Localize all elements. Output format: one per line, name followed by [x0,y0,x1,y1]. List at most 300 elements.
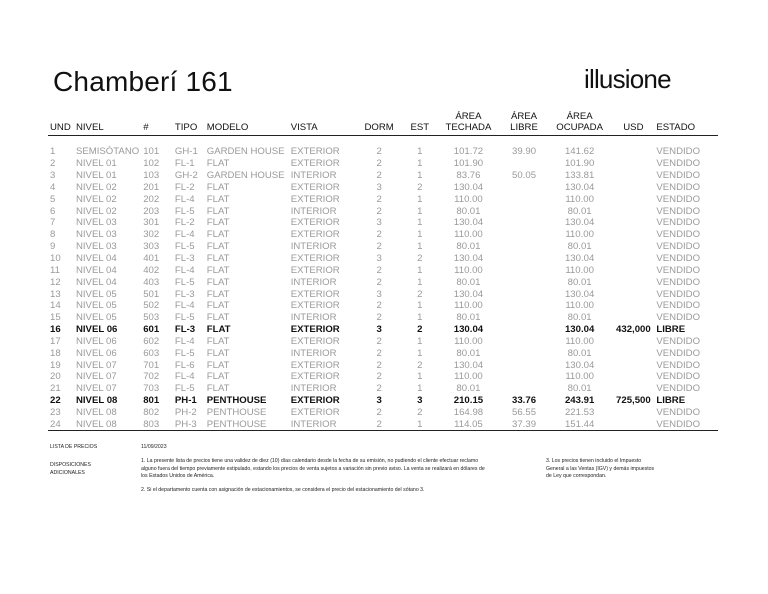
cell-dorm: 2 [376,193,382,205]
cell-nivel: NIVEL 05 [75,312,117,324]
col-header-estado: ESTADO [654,108,718,136]
cell-estado: VENDIDO [656,383,701,395]
footer-lista-label: LISTA DE PRECIOS [50,444,98,450]
cell-modelo: FLAT [206,347,230,359]
cell-num: 101 [143,146,160,158]
cell-usd [612,300,654,312]
table-row [48,229,718,241]
cell-dorm: 2 [376,371,382,383]
footer-date: 11/09/2023 [141,444,167,450]
cell-modelo: FLAT [206,300,230,312]
cell-num: 503 [143,312,160,324]
cell-num: 103 [143,170,160,182]
cell-area-ocupada: 151.44 [547,418,613,430]
col-header-tipo: TIPO [173,108,205,136]
cell-area-ocupada: 80.01 [567,312,592,324]
cell-est: 1 [417,312,423,324]
cell-usd [612,146,654,158]
cell-modelo: PENTHOUSE [205,418,289,430]
table-row [48,205,718,217]
cell-tipo: PH-2 [174,406,197,418]
spacer-cell [48,136,718,147]
cell-area-techada: 130.04 [453,253,484,265]
cell-dorm: 2 [376,347,382,359]
cell-estado: LIBRE [656,395,686,407]
cell-tipo: FL-3 [174,253,195,265]
cell-estado: VENDIDO [654,418,718,430]
cell-tipo: PH-3 [173,418,205,430]
cell-estado: VENDIDO [656,181,701,193]
cell-area-ocupada: 130.04 [564,324,595,336]
table-row [48,276,718,288]
cell-tipo: GH-1 [174,146,198,158]
cell-estado: VENDIDO [656,406,701,418]
cell-dorm: 2 [354,418,404,430]
cell-vista: INTERIOR [290,383,337,395]
table-row [48,383,718,395]
cell-estado: VENDIDO [656,217,701,229]
cell-estado: VENDIDO [656,335,701,347]
cell-modelo: GARDEN HOUSE [206,146,285,158]
cell-usd [612,205,654,217]
cell-estado: VENDIDO [656,312,701,324]
cell-tipo: FL-3 [174,324,196,336]
cell-tipo: FL-4 [174,300,195,312]
cell-usd [612,276,654,288]
cell-modelo: FLAT [206,288,230,300]
cell-usd [612,312,654,324]
page-title: Chamberí 161 [53,66,233,97]
cell-usd [612,347,654,359]
cell-num: 603 [143,347,160,359]
cell-vista: EXTERIOR [290,264,340,276]
cell-area-libre [501,371,547,383]
cell-area-ocupada: 110.00 [565,264,594,276]
cell-tipo: FL-5 [174,312,195,324]
cell-dorm: 2 [376,146,382,158]
cell-estado: VENDIDO [656,359,701,371]
col-header-area-ocupada [547,108,613,136]
cell-area-libre [501,253,547,265]
cell-est: 2 [417,324,423,336]
cell-dorm: 3 [376,253,382,265]
cell-area-libre: 37.39 [501,418,547,430]
cell-und: 23 [50,406,61,418]
cell-est: 1 [417,170,423,182]
cell-modelo: FLAT [206,312,230,324]
table-row [48,418,718,430]
cell-estado: VENDIDO [656,170,701,182]
table-row [48,312,718,324]
cell-tipo: FL-2 [174,217,195,229]
cell-nivel: NIVEL 07 [75,371,117,383]
footer-note-2: 2. Si el departamento cuenta con asignación de estacionamientos, se considera el precio del estacionamiento del sótano 3. [141,487,425,493]
cell-area-libre [501,205,547,217]
cell-tipo: FL-2 [174,181,195,193]
cell-und: 3 [50,170,56,182]
cell-area-libre [501,336,547,348]
cell-area-techada: 130.04 [453,288,484,300]
cell-usd: 432,000 [616,324,651,336]
cell-usd: 725,500 [616,395,651,407]
cell-area-ocupada: 110.00 [565,335,594,347]
cell-num: 203 [143,205,160,217]
table-row [48,253,718,265]
cell-vista: INTERIOR [290,170,337,182]
cell-und: 12 [50,276,61,288]
cell-und: 6 [50,205,56,217]
cell-est: 1 [417,193,423,205]
cell-area-libre: 33.76 [512,395,537,407]
cell-und: 7 [50,217,56,229]
cell-modelo: FLAT [206,276,230,288]
cell-und: 15 [50,312,61,324]
cell-area-libre [501,217,547,229]
cell-area-techada: 130.04 [453,217,484,229]
cell-dorm: 2 [376,158,382,170]
cell-estado: VENDIDO [656,253,701,265]
cell-area-ocupada: 80.01 [567,241,592,253]
cell-estado: VENDIDO [656,229,701,241]
cell-est: 1 [417,371,423,383]
cell-nivel: SEMISÓTANO [75,146,140,158]
cell-nivel: NIVEL 01 [75,170,117,182]
cell-tipo: FL-1 [174,158,195,170]
cell-area-techada: 164.98 [453,406,484,418]
cell-modelo: FLAT [206,217,230,229]
cell-nivel: NIVEL 05 [75,288,117,300]
cell-est: 1 [417,205,423,217]
cell-usd [612,170,654,182]
cell-est: 1 [417,276,423,288]
cell-estado: LIBRE [656,324,686,336]
footer-disposiciones-label [50,462,91,477]
cell-modelo: FLAT [206,253,230,265]
cell-vista: EXTERIOR [290,371,340,383]
cell-area-libre [501,158,547,170]
cell-modelo: PENTHOUSE [206,406,267,418]
cell-area-ocupada: 110.00 [565,229,594,241]
cell-num: 202 [143,193,160,205]
table-row [48,324,718,336]
cell-area-libre [501,324,547,336]
cell-area-techada: 110.00 [454,264,483,276]
cell-vista: EXTERIOR [290,288,340,300]
cell-vista: EXTERIOR [290,146,340,158]
cell-usd [612,418,654,430]
cell-area-libre [501,276,547,288]
cell-area-techada: 110.00 [454,300,483,312]
cell-nivel: NIVEL 03 [75,217,117,229]
cell-und: 11 [50,264,60,276]
cell-und: 20 [50,371,61,383]
cell-area-ocupada: 110.00 [565,300,594,312]
cell-est: 1 [417,229,423,241]
cell-und: 17 [50,335,61,347]
table-row [48,300,718,312]
cell-vista: EXTERIOR [290,158,340,170]
cell-est: 2 [417,253,423,265]
cell-vista: INTERIOR [290,241,337,253]
cell-dorm: 2 [376,312,382,324]
cell-vista: EXTERIOR [290,253,340,265]
cell-modelo: FLAT [206,371,230,383]
cell-num: 803 [141,418,173,430]
cell-nivel: NIVEL 03 [75,241,117,253]
col-header-area-techada-line2: TECHADA [445,122,492,133]
cell-dorm: 2 [376,335,382,347]
cell-und: 2 [50,158,56,170]
cell-und: 10 [50,253,61,265]
cell-est: 1 [417,146,423,158]
cell-tipo: FL-5 [174,383,195,395]
cell-tipo: FL-5 [174,241,195,253]
cell-nivel: NIVEL 04 [75,264,117,276]
cell-dorm: 3 [376,395,382,407]
col-header-nivel: NIVEL [74,108,141,136]
cell-area-libre [501,182,547,194]
cell-dorm: 3 [376,324,382,336]
col-header-usd: USD [612,108,654,136]
cell-area-techada: 101.90 [453,158,484,170]
cell-num: 302 [143,229,160,241]
col-header-est: EST [404,108,436,136]
cell-nivel: NIVEL 08 [75,406,117,418]
cell-usd [612,371,654,383]
cell-tipo: GH-2 [174,170,198,182]
cell-dorm: 3 [376,217,382,229]
cell-dorm: 2 [376,359,382,371]
cell-vista: INTERIOR [290,347,337,359]
cell-modelo: FLAT [206,383,230,395]
cell-vista: EXTERIOR [290,395,340,407]
cell-tipo: FL-4 [174,335,195,347]
table-row [48,407,718,419]
cell-usd [612,241,654,253]
cell-modelo: FLAT [206,158,230,170]
cell-num: 201 [143,181,160,193]
cell-area-ocupada: 221.53 [564,406,595,418]
cell-tipo: FL-5 [174,205,195,217]
cell-area-techada: 80.01 [456,383,481,395]
cell-area-ocupada: 130.04 [564,359,595,371]
cell-area-ocupada: 80.01 [567,205,592,217]
cell-usd [612,407,654,419]
cell-nivel: NIVEL 06 [75,324,118,336]
cell-num: 602 [143,335,160,347]
cell-est: 1 [417,335,423,347]
cell-area-techada: 110.00 [454,229,483,241]
cell-nivel: NIVEL 06 [75,335,117,347]
cell-vista: EXTERIOR [290,406,340,418]
cell-usd [612,217,654,229]
cell-und: 8 [50,229,56,241]
cell-area-libre [501,288,547,300]
cell-est: 1 [417,158,423,170]
cell-usd [612,383,654,395]
cell-area-libre: 39.90 [512,146,537,158]
cell-est: 3 [417,395,423,407]
cell-usd [612,158,654,170]
cell-area-libre: 56.55 [512,406,537,418]
cell-und: 24 [48,418,74,430]
cell-area-ocupada: 110.00 [565,371,594,383]
cell-area-ocupada: 110.00 [565,193,594,205]
table-row [48,146,718,158]
cell-area-techada: 80.01 [456,205,481,217]
cell-area-libre [501,312,547,324]
cell-nivel: NIVEL 02 [75,205,117,217]
cell-nivel: NIVEL 03 [75,229,117,241]
cell-dorm: 2 [376,276,382,288]
cell-und: 9 [50,241,56,253]
cell-modelo: FLAT [206,335,230,347]
cell-nivel: NIVEL 02 [75,181,117,193]
cell-estado: VENDIDO [656,158,701,170]
table-row [48,359,718,371]
cell-vista: EXTERIOR [290,229,340,241]
cell-estado: VENDIDO [656,146,701,158]
cell-area-techada: 110.00 [454,371,483,383]
cell-area-techada: 130.04 [453,324,484,336]
cell-tipo: FL-4 [174,264,195,276]
cell-estado: VENDIDO [656,264,701,276]
table-row [48,395,718,407]
cell-modelo: FLAT [206,264,230,276]
cell-num: 801 [143,395,160,407]
cell-dorm: 2 [376,383,382,395]
cell-vista: INTERIOR [289,418,355,430]
cell-und: 5 [50,193,56,205]
col-header-und: UND [48,108,74,136]
cell-modelo: PENTHOUSE [206,395,267,407]
cell-num: 401 [143,253,160,265]
cell-tipo: FL-5 [174,276,195,288]
cell-dorm: 3 [376,288,382,300]
cell-est: 2 [417,359,423,371]
footer-disposiciones-line2: ADICIONALES [50,469,85,476]
cell-estado: VENDIDO [656,205,701,217]
cell-area-libre [501,347,547,359]
cell-area-libre [501,300,547,312]
cell-tipo: FL-3 [174,288,195,300]
col-header-area-techada [436,108,502,136]
table-row [48,347,718,359]
cell-dorm: 2 [376,170,382,182]
cell-area-libre [501,193,547,205]
cell-nivel: NIVEL 07 [75,383,117,395]
table-row [48,288,718,300]
cell-usd [612,359,654,371]
cell-modelo: FLAT [206,181,230,193]
cell-area-techada: 80.01 [456,241,481,253]
cell-modelo: FLAT [206,193,230,205]
cell-vista: EXTERIOR [290,359,340,371]
cell-und: 16 [50,324,61,336]
cell-area-ocupada: 130.04 [564,217,595,229]
cell-est: 1 [417,217,423,229]
table-row [48,182,718,194]
cell-num: 502 [143,300,160,312]
cell-area-techada: 130.04 [453,359,484,371]
cell-dorm: 2 [376,205,382,217]
cell-num: 303 [143,241,160,253]
table-row [48,193,718,205]
cell-usd [612,288,654,300]
cell-usd [612,336,654,348]
cell-nivel: NIVEL 05 [75,300,117,312]
cell-nivel: NIVEL 08 [75,395,118,407]
cell-area-ocupada: 80.01 [567,383,592,395]
cell-area-techada: 80.01 [456,276,481,288]
cell-nivel: NIVEL 01 [75,158,117,170]
cell-und: 4 [50,181,56,193]
cell-area-libre [501,241,547,253]
cell-modelo: FLAT [206,229,230,241]
cell-tipo: FL-5 [174,347,195,359]
cell-est: 1 [417,300,423,312]
cell-est: 1 [417,241,423,253]
cell-area-techada: 83.76 [456,170,481,182]
col-header-area-libre-line2: LIBRE [510,122,538,133]
cell-vista: EXTERIOR [290,181,340,193]
cell-area-ocupada: 130.04 [564,288,595,300]
col-header-area-libre-line1: ÁREA [510,111,538,122]
cell-area-techada: 114.05 [436,418,502,430]
cell-area-techada: 130.04 [453,181,484,193]
cell-num: 501 [143,288,160,300]
col-header-area-ocupada-line2: OCUPADA [556,122,603,133]
cell-dorm: 2 [376,300,382,312]
cell-vista: EXTERIOR [290,300,340,312]
cell-num: 402 [143,264,160,276]
cell-num: 703 [143,383,160,395]
cell-estado: VENDIDO [656,241,701,253]
cell-area-libre [501,264,547,276]
brand-logo: illusione [584,64,671,94]
cell-dorm: 2 [376,241,382,253]
cell-area-ocupada: 130.04 [564,181,595,193]
cell-estado: VENDIDO [656,193,701,205]
cell-area-ocupada: 141.62 [564,146,595,158]
cell-est: 1 [404,418,436,430]
spacer-row [48,136,718,147]
cell-nivel: NIVEL 07 [75,359,117,371]
cell-tipo: PH-1 [174,395,197,407]
cell-est: 1 [417,383,423,395]
cell-est: 1 [417,264,423,276]
cell-num: 701 [143,359,160,371]
cell-num: 802 [143,406,160,418]
price-list-table [48,108,718,431]
cell-area-ocupada: 130.04 [564,253,595,265]
cell-vista: EXTERIOR [290,217,340,229]
col-header-dorm: DORM [354,108,404,136]
cell-area-libre [501,359,547,371]
cell-area-ocupada: 80.01 [567,276,592,288]
cell-nivel: NIVEL 06 [75,347,117,359]
cell-area-ocupada: 133.81 [564,170,595,182]
table-row [48,371,718,383]
cell-usd [612,229,654,241]
cell-area-techada: 80.01 [456,312,481,324]
cell-und: 18 [50,347,61,359]
cell-vista: EXTERIOR [290,335,340,347]
cell-vista: EXTERIOR [290,193,340,205]
cell-modelo: GARDEN HOUSE [206,170,285,182]
cell-area-techada: 110.00 [454,193,483,205]
cell-und: 13 [50,288,61,300]
